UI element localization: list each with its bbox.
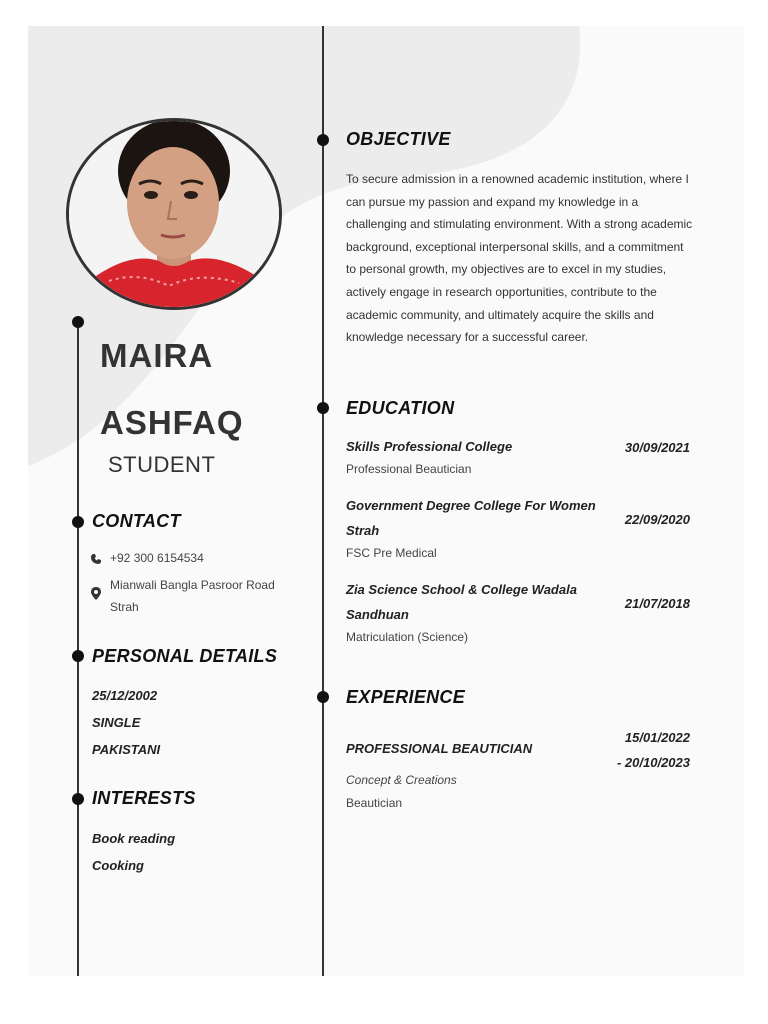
personal-details-heading: PERSONAL DETAILS <box>92 646 278 666</box>
personal-timeline-dot <box>72 650 84 662</box>
person-portrait-icon <box>69 121 279 307</box>
address-row <box>90 574 275 618</box>
right-timeline <box>322 26 324 976</box>
name-timeline-dot <box>72 316 84 328</box>
objective-timeline-dot <box>317 134 329 146</box>
address-line-2: Strah <box>110 600 139 614</box>
marital-status: SINGLE <box>92 715 141 730</box>
interests-timeline-dot <box>72 793 84 805</box>
resume-page <box>28 26 744 976</box>
interest-item: Book reading <box>92 831 176 846</box>
last-name: ASHFAQ <box>100 404 244 441</box>
experience-timeline-dot <box>317 691 329 703</box>
education-school: Skills Professional College <box>346 439 513 454</box>
contact-timeline-dot <box>72 516 84 528</box>
education-school: Zia Science School & College Wadala Sandhuan <box>346 582 577 622</box>
education-timeline-dot <box>317 402 329 414</box>
location-pin-icon <box>90 586 102 600</box>
education-heading: EDUCATION <box>346 398 455 418</box>
objective-heading: OBJECTIVE <box>346 129 451 149</box>
education-program: Matriculation (Science) <box>346 630 469 644</box>
phone-number: +92 300 6154534 <box>110 551 204 565</box>
left-timeline <box>77 322 79 976</box>
objective-text: To secure admission in a renowned academic institution, where I can pursue my passion and expand my knowledge in a challenging and stimulating environment. With a strong academic background, exceptional interpersonal skills, and a commitment to personal growth, my objectives are to excel in my studies, actively engage in research opportunities, contribute to the academic community, and ultimately acquire the skills and knowledge necessary for a successful career. <box>346 172 693 345</box>
education-date: 21/07/2018 <box>624 596 690 611</box>
address <box>110 574 275 618</box>
experience-role: PROFESSIONAL BEAUTICIAN <box>346 741 533 756</box>
experience-position: Beautician <box>346 796 403 810</box>
experience-heading: EXPERIENCE <box>346 687 466 707</box>
date-of-birth: 25/12/2002 <box>92 688 158 703</box>
interests-heading: INTERESTS <box>92 788 196 808</box>
phone-icon <box>90 552 102 566</box>
profile-photo <box>66 118 282 310</box>
experience-company: Concept & Creations <box>346 773 457 787</box>
education-program: FSC Pre Medical <box>346 546 437 560</box>
job-title: STUDENT <box>108 452 216 477</box>
phone-row <box>90 551 204 569</box>
first-name: MAIRA <box>100 337 214 374</box>
interest-item: Cooking <box>92 858 144 873</box>
address-line-1: Mianwali Bangla Pasroor Road <box>110 578 275 592</box>
education-date: 22/09/2020 <box>624 512 690 527</box>
experience-date-start: 15/01/2022 <box>624 730 690 745</box>
education-program: Professional Beautician <box>346 462 472 476</box>
education-school: Government Degree College For Women Strah <box>346 498 596 538</box>
education-date: 30/09/2021 <box>624 440 690 455</box>
nationality: PAKISTANI <box>92 742 161 757</box>
experience-date-end: - 20/10/2023 <box>616 755 690 770</box>
contact-heading: CONTACT <box>92 511 181 531</box>
